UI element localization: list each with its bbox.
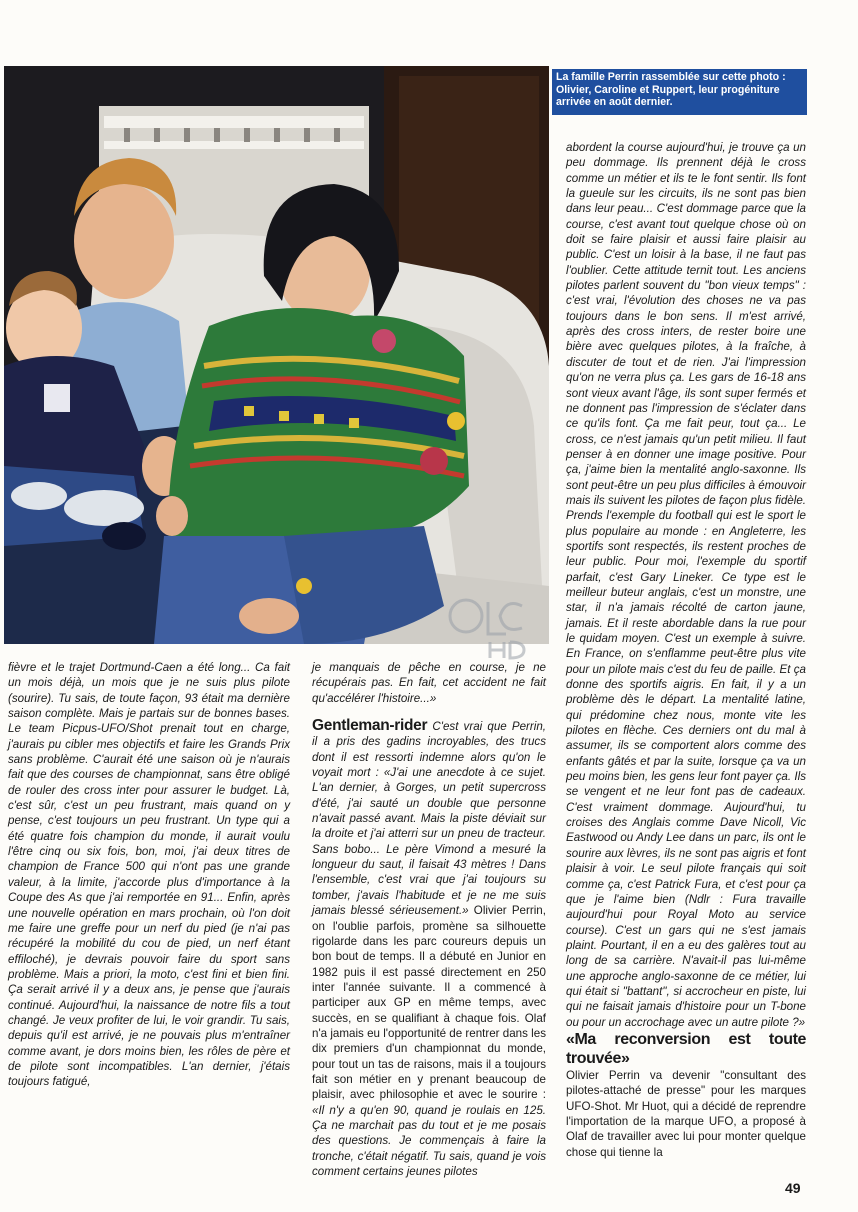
right-column-text: abordent la course aujourd'hui, je trouve ça un peu dommage. Ils prennent déjà le cross comme un métier et ils te le font sentir. Ils font la gueule sur les circuits, ils ne sont pas bien dans leur peau... C'est dommage parce que la course, c'est avant tout quelque chose où on doit se faire plaisir et aussi faire plaisir au public. C'est un loisir à la base, il ne faut pas l'oublier. Cette attitude ternit tout. Les anciens pilotes parlent souvent du "bon vieux temps" : c'est vrai, l'évolution des choses ne va pas toujours dans le bon sens. Il m'est arrivé, après des cross inters, de rester boire une bière avec quelques pilotes, à la fraîche, à discuter de tout et de rien. J'ai l'impression qu'on ne verra plus ça. Les gars de 16-18 ans sont vieux avant l'âge, ils sont super fermés et ne donnent pas l'impression de s'éclater dans ce qu'ils font. Ça me fait peur, tout ça... Le cross, ce n'est jamais qu'un petit milieu. Il faut penser à en donner une image positive. Pour ça, j'aime bien la mentalité anglo-saxonne. Ils sont peut-être un peu plus difficiles à émouvoir mais ils suivent les pilotes de façon plus fidèle. Prends l'exemple du football qui est le sport le plus populaire au monde : en Angleterre, les sportifs sont respectés, ils restent proches de leur public. Pour moi, l'exemple du sportif parfait, c'est Gary Lineker. Ce type est le meilleur buteur anglais, c'est un monstre, une star, il n'a jamais récolté de carton jaune, jamais. Et il reste abordable dans la rue pour le quidam moyen. C'est un exemple à suivre. En France, on s'enflamme peut-être plus vite pour un pilote mais c'est du feu de paille. Et ça donne des sportifs aigris. En fait, il y a un problème dès le départ. La mentalité latine, qui prédomine chez nous, monte vite les pilotes en flèche. Ces derniers ont du mal à assumer, ils se comportent alors comme des enfants gâtés et par la suite, lorsque ça va un peu moins bien, les gens leur font payer ça. Ils se vengent et ne leur font pas de cadeaux. C'est vraiment dommage. Aujourd'hui, tu croises des Anglais comme Dave Nicoll, Vic Eastwood ou Andy Lee dans un parc, ils ont le sourire aux lèvres, ils ne sont pas aigris et font plaisir à voir. Le seul pilote français qui soit comme ça, c'est Patrick Fura, et c'est pour ça que je l'aime bien (Ndlr : Fura travaille aujourd'hui pour Royal Moto au service course). C'est un gars qui ne s'est jamais plaint. Pourtant, il en a eu des galères tout au long de sa carrière. N'avait-il pas lui-même une approche anglo-saxonne de ce métier, lui qui était si "battant", si accrocheur en piste, lui qui ne faisait jamais d'histoire pour un T-bone ou pour un accrochage avec un autre pilote ?» [566, 141, 806, 1029]
subhead-reconversion: «Ma reconversion est toute trouvée» [566, 1030, 806, 1067]
photo-caption: La famille Perrin rassemblée sur cette photo : Olivier, Caroline et Ruppert, leur progéniture arrivée en août dernier. [552, 69, 807, 115]
mid-column-narrative: Olivier Perrin, on l'oublie parfois, promène sa silhouette rigolarde dans les parc coureurs depuis un bon bout de temps. Il a débuté en Junior en 1982 puis il est passé directement en 250 inter l'année suivante. Il a commencé à participer aux GP en même temps, avec succès, en se qualifiant à chaque fois. Olaf n'a jamais eu l'opportunité de rentrer dans les dix premiers d'un championnat du monde, pour tout un tas de raisons, mais il a toujours fait son métier en y prenant beaucoup de plaisir, avec philosophie et avec le sourire : [312, 904, 546, 1102]
family-photo [4, 66, 549, 644]
left-column-text: fièvre et le trajet Dortmund-Caen a été long... Ca fait un mois déjà, un mois que je ne suis plus pilote (sourire). Tu sais, de toute façon, 93 était ma dernière saison complète. Mais je partais sur de bonnes bases. Le team Picpus-UFO/Shot prenait tout en charge, j'aurais pu cibler mes objectifs et faire les Grands Prix sans problème. C'aurait été une saison où je n'aurais fait que des courses de championnat, sans être obligé de rouler des cross inter pour assurer le budget. Là, c'est sûr, c'est un peu frustrant, mais quand on y pense, c'est toujours un peu frustrant. Un type qui a été quatre fois champion du monde, il aurait voulu l'être cinq ou six fois, bon, moi, j'ai deux titres de champion de France 500 qui n'ont pas une grande valeur, à la limite, j'accorde plus d'importance à la Coupe des As que j'ai remportée en 91... Enfin, après une nouvelle opération en mars prochain, où l'on doit me faire une greffe pour un nerf du pied (je n'ai pas récupéré la mobilité du cou de pied, un nerf étant effiloché), je devrais pouvoir faire du sport sans problème. Mais a priori, la moto, c'est fini et bien fini. Ça serait arrivé il y a deux ans, je pense que j'aurais continué. Aujourd'hui, la naissance de notre fils a tout changé. Je veux profiter de lui, le voir grandir. Tu sais, depuis qu'il est arrivé, je ne pouvais plus m'entraîner comme avant, je dors moins bien, les rôles de père et de pilote sont incompatibles. L'an dernier, j'étais toujours fatigué, [8, 661, 290, 1089]
right-column-narrative: Olivier Perrin va devenir "consultant des pilotes-attaché de presse" pour les marques UFO-Shot. Mr Huot, qui a décidé de reprendre l'importation de la marque UFO, a proposé à Olaf de travailler avec lui pour monter quelque chose qui tienne la [566, 1068, 806, 1159]
watermark-logo [444, 590, 526, 660]
article-column-middle [312, 660, 546, 1179]
mid-column-intro: je manquais de pêche en course, je ne récupérais pas. En fait, cet accident ne fait qu'accélérer l'histoire...» [312, 661, 546, 705]
page-number: 49 [785, 1180, 801, 1196]
mid-column-quote-1: C'est vrai que Perrin, il a pris des gadins incroyables, des trucs dont il est ressorti indemne alors qu'on le voyait mort : «J'ai une anecdote à ce sujet. L'an dernier, à Gorges, un petit supercross d'été, j'ai sauté un double que personne n'avait passé avant. Mais la piste déviait sur la droite et j'ai atterri sur un pneu de tracteur. Sans bobo... Le père Vimond a mesuré la longueur du saut, il faisait 43 mètres ! Dans l'ensemble, c'est vrai que j'ai toujours su tomber, j'avais l'habitude et je ne me suis jamais blessé sérieusement.» [312, 720, 546, 918]
article-column-left [8, 660, 290, 1090]
subhead-gentleman-rider: Gentleman-rider [312, 717, 428, 735]
mid-column-section [312, 718, 546, 1179]
family-photo-illustration [4, 66, 549, 644]
article-column-right [566, 140, 806, 1160]
mid-column-quote-2: «Il n'y a qu'en 90, quand je roulais en 125. Ça ne marchait pas du tout et je me posais des questions. Je commençais à faire la tronche, c'était négatif. Tu sais, quand je vois comment certains jeunes pilotes [312, 1103, 546, 1178]
